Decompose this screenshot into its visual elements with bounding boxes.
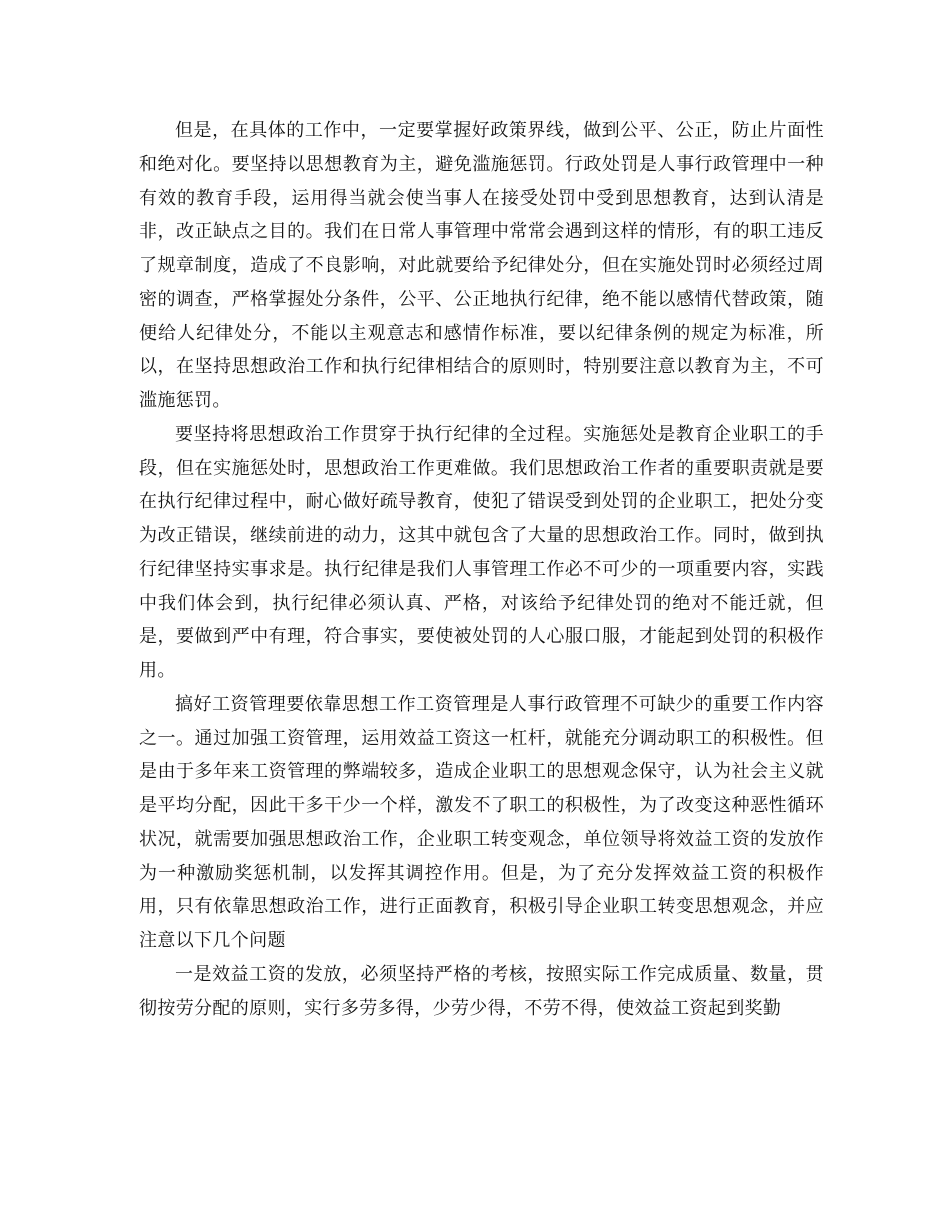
paragraph-policy-boundaries: 但是，在具体的工作中，一定要掌握好政策界线，做到公平、公正，防止片面性和绝对化。要坚持以思想教育为主，避免滥施惩罚。行政处罚是人事行政管理中一种有效的教育手段，运用得当就会使当事人在接受处罚中受到思想教育，达到认清是非，改正缺点之目的。我们在日常人事管理中常常会遇到这样的情形，有的职工违反了规章制度，造成了不良影响，对此就要给予纪律处分，但在实施处罚时必须经过周密的调查，严格掌握处分条件，公平、公正地执行纪律，绝不能以感情代替政策，随便给人纪律处分，不能以主观意志和感情作标准，要以纪律条例的规定为标准，所以，在坚持思想政治工作和执行纪律相结合的原则时，特别要注意以教育为主，不可滥施惩罚。 bbox=[139, 120, 824, 411]
paragraph-wage-management: 搞好工资管理要依靠思想工作工资管理是人事行政管理不可缺少的重要工作内容之一。通过加强工资管理，运用效益工资这一杠杆，就能充分调动职工的积极性。但是由于多年来工资管理的弊端较多，造成企业职工的思想观念保守，认为社会主义就是平均分配，因此干多干少一个样，激发不了职工的积极性，为了改变这种恶性循环状况，就需要加强思想政治工作，企业职工转变观念，单位领导将效益工资的发放作为一种激励奖惩机制，以发挥其调控作用。但是，为了充分发挥效益工资的积极作用，只有依靠思想政治工作，进行正面教育，积极引导企业职工转变思想观念，并应注意以下几个问题 bbox=[139, 693, 824, 951]
paragraph-discipline-process: 要坚持将思想政治工作贯穿于执行纪律的全过程。实施惩处是教育企业职工的手段，但在实施惩处时，思想政治工作更难做。我们思想政治工作者的重要职责就是要在执行纪律过程中，耐心做好疏导教育，使犯了错误受到处罚的企业职工，把处分变为改正错误，继续前进的动力，这其中就包含了大量的思想政治工作。同时，做到执行纪律坚持实事求是。执行纪律是我们人事管理工作必不可少的一项重要内容，实践中我们体会到，执行纪律必须认真、严格，对该给予纪律处罚的绝对不能迁就，但是，要做到严中有理，符合事实，要使被处罚的人心服口服，才能起到处罚的积极作用。 bbox=[139, 423, 824, 681]
document-body bbox=[139, 114, 824, 1025]
paragraph-performance-pay: 一是效益工资的发放，必须坚持严格的考核，按照实际工作完成质量、数量，贯彻按劳分配的原则，实行多劳多得，少劳少得，不劳不得，使效益工资起到奖勤 bbox=[139, 963, 824, 1019]
